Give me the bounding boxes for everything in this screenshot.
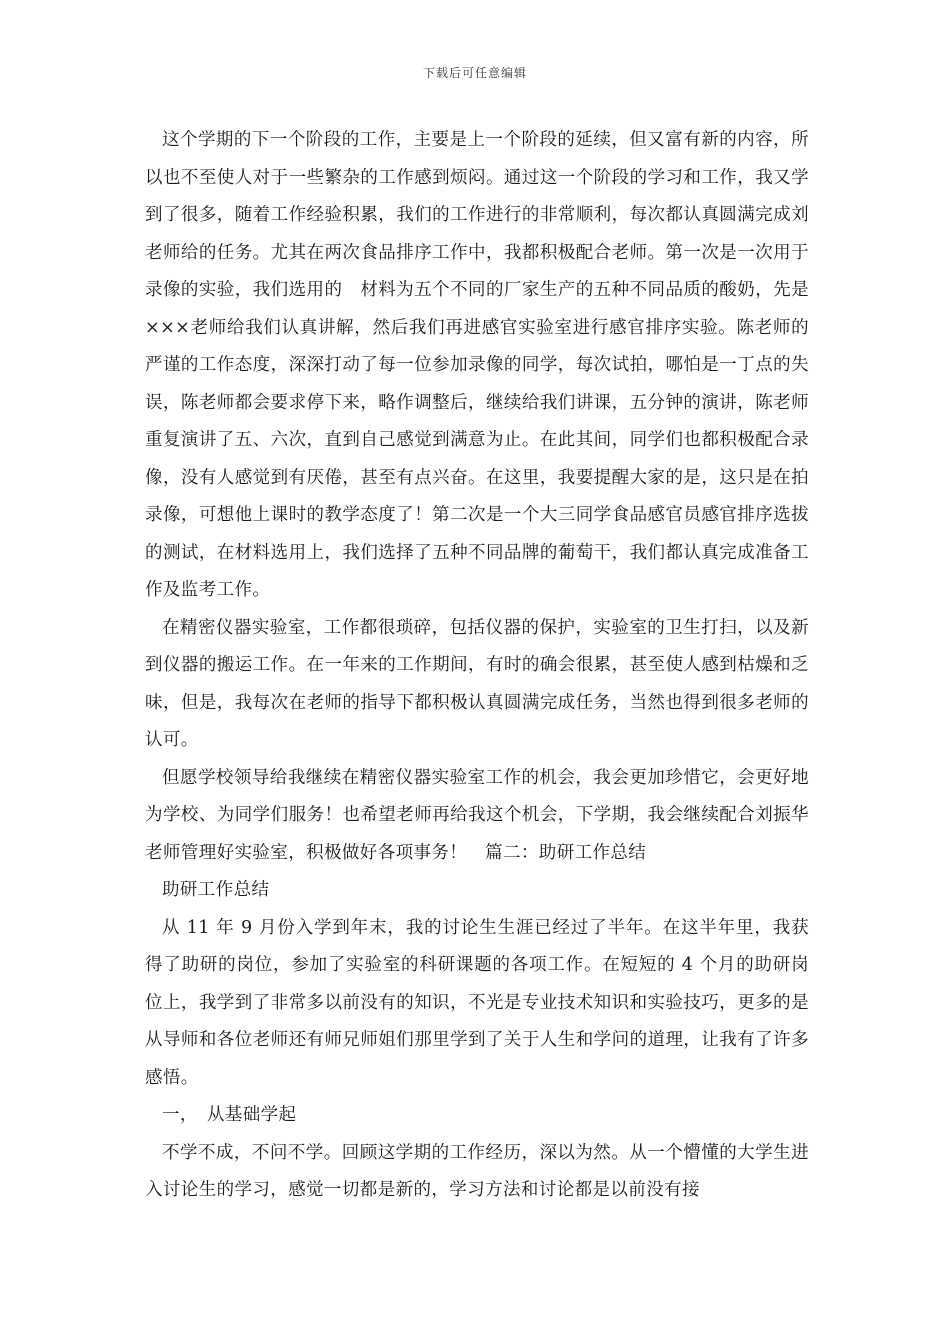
subsection-heading: 一， 从基础学起 xyxy=(162,1105,297,1125)
paragraph-research-assistant: 从 11 年 9 月份入学到年末，我的讨论生生涯已经过了半年。在这半年里，我获得了助研的岗位，参加了实验室的科研课题的各项工作。在短短的 4 个月的助研岗位上，我学到了非常多以前没有的知识，不光是专业技术知识和实验技巧，更多的是从导师和各位老师还有师兄师姐们那里学到了关于人生和学问的道理，让我有了许多感悟。 xyxy=(145,917,809,1088)
header-note: 下载后可任意编辑 xyxy=(422,66,527,80)
paragraph-hope: 但愿学校领导给我继续在精密仪器实验室工作的机会，我会更加珍惜它，会更好地为学校、为同学们服务！也希望老师再给我这个机会，下学期，我会继续配合刘振华老师管理好实验室，积极做好各项事务！ 篇二：助研工作总结 xyxy=(145,767,809,863)
paragraph-lab-work: 这个学期的下一个阶段的工作，主要是上一个阶段的延续，但又富有新的内容，所以也不至使人对于一些繁杂的工作感到烦闷。通过这一个阶段的学习和工作，我又学到了很多，随着工作经验积累，我们的工作进行的非常顺利，每次都认真圆满完成刘老师给的任务。尤其在两次食品排序工作中，我都积极配合老师。第一次是一次用于录像的实验，我们选用的 材料为五个不同的厂家生产的五种不同品质的酸奶，先是×××老师给我们认真讲解，然后我们再进感官实验室进行感官排序实验。陈老师的严谨的工作态度，深深打动了每一位参加录像的同学，每次试拍，哪怕是一丁点的失误，陈老师都会要求停下来，略作调整后，继续给我们讲课，五分钟的演讲，陈老师重复演讲了五、六次，直到自己感觉到满意为止。在此其间，同学们也都积极配合录像，没有人感觉到有厌倦，甚至有点兴奋。在这里，我要提醒大家的是，这只是在拍录像，可想他上课时的教学态度了！第二次是一个大三同学食品感官员感官排序选拔的测试，在材料选用上，我们选择了五种不同品牌的葡萄干，我们都认真完成准备工作及监考工作。 xyxy=(145,130,809,600)
document-body xyxy=(145,122,809,1210)
paragraph-precision-lab: 在精密仪器实验室，工作都很琐碎，包括仪器的保护，实验室的卫生打扫，以及新到仪器的搬运工作。在一年来的工作期间，有时的确会很累，甚至使人感到枯燥和乏味，但是，我每次在老师的指导下都积极认真圆满完成任务，当然也得到很多老师的认可。 xyxy=(145,617,809,750)
section-title: 助研工作总结 xyxy=(162,880,270,900)
paragraph-learning: 不学不成，不问不学。回顾这学期的工作经历，深以为然。从一个懵懂的大学生进入讨论生的学习，感觉一切都是新的，学习方法和讨论都是以前没有接 xyxy=(145,1142,809,1200)
